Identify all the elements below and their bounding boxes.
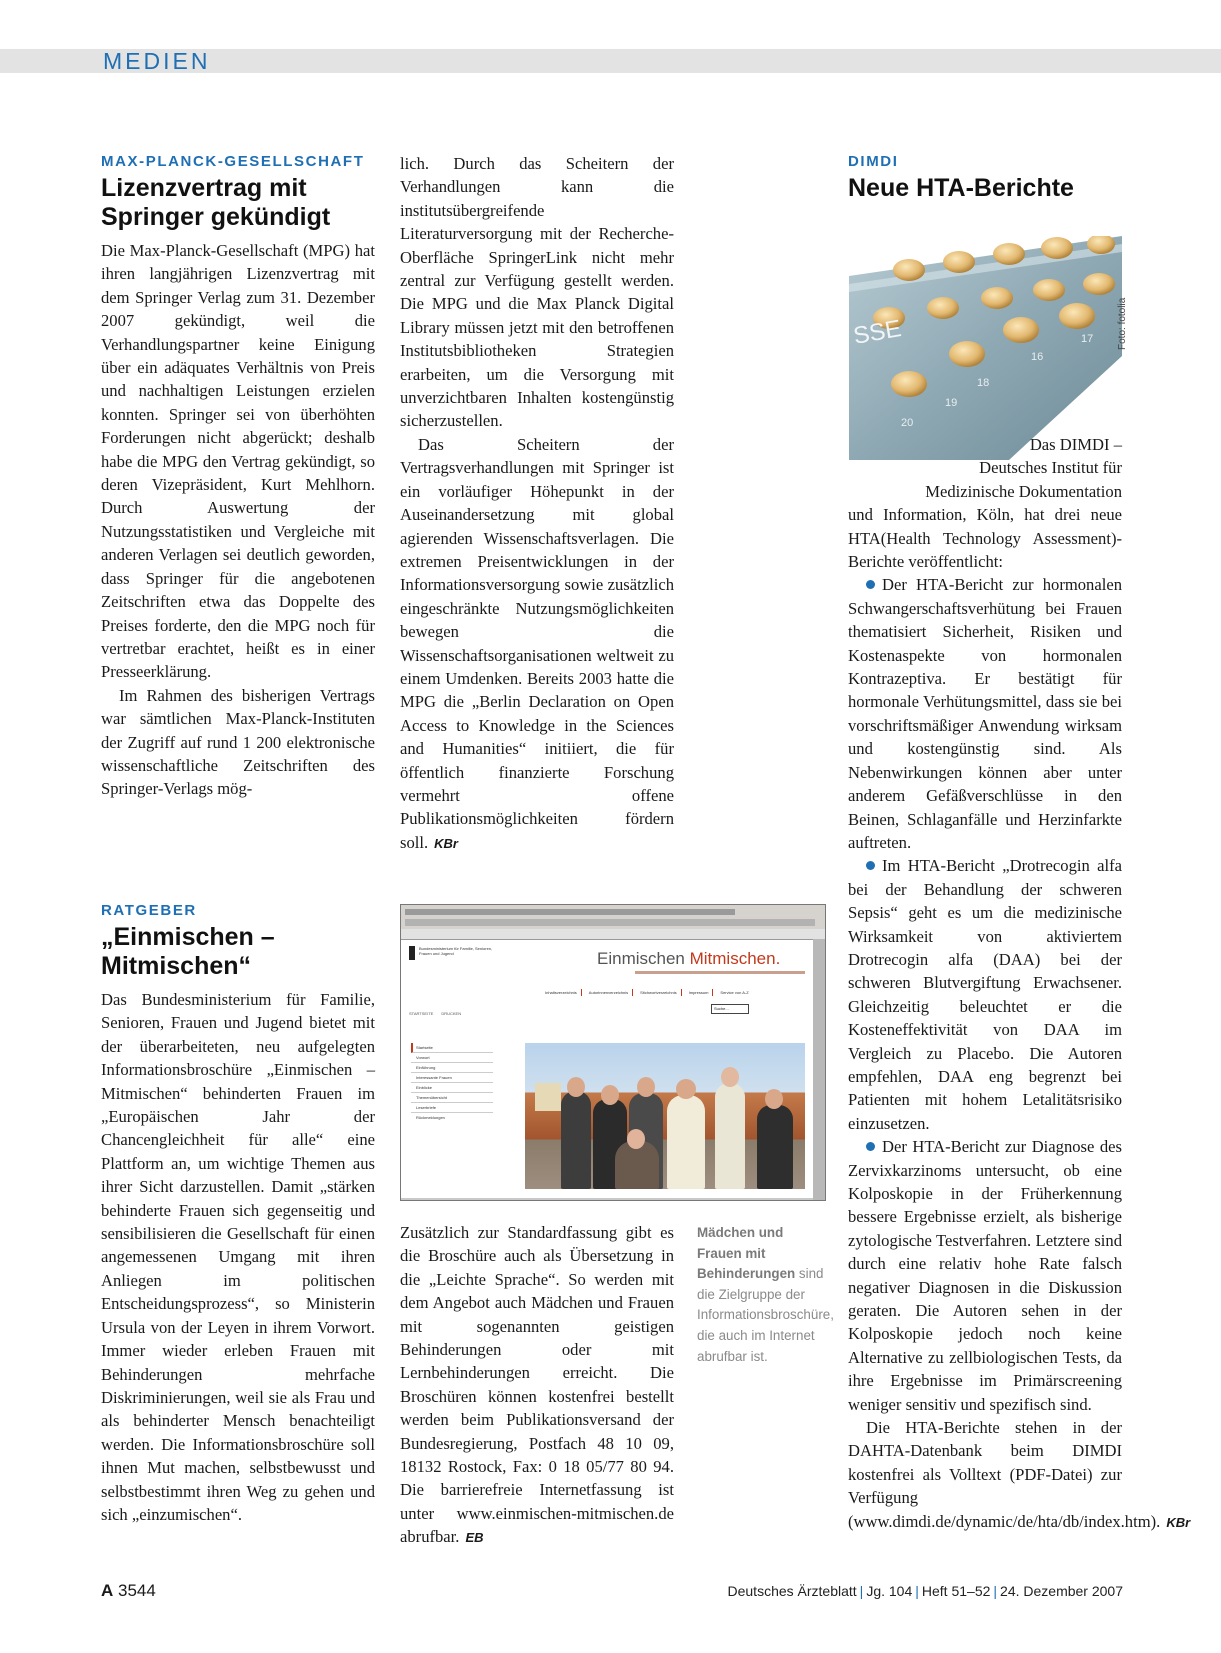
menu-item[interactable]: Themenübersicht [411, 1093, 493, 1103]
article-paragraph: Die Max-Planck-Gesellschaft (MPG) hat ihren langjährigen Lizenzvertrag mit dem Springer Verlag zum 31. Dezember 2007 gekündigt, weil die Verhandlungspartner keine Einigung über ein adäquates Verhältnis von Preis und nachhaltigen Leistungen erzielen konnten. Springer sei von überhöhten Forderungen nicht abgerückt; deshalb habe die MPG den Vertrag gekündigt, so deren Vizepräsident, Kurt Mehlhorn. Durch Auswertung der Nutzungsstatistiken und Vergleiche mit anderen Verlagen sei deutlich geworden, dass Springer für die angebotenen Zeitschriften etwa das Doppelte des Preises forderte, den die MPG noch für vertretbar erachtet, heißt es in einer Presseerklärung. [101, 241, 375, 682]
blister-number: 18 [977, 377, 990, 389]
nav-item[interactable]: Impressum [685, 989, 714, 996]
article-paragraph: und Information, Köln, hat drei neue HTA(Health Technology Assessment)-Berichte veröffentlicht: [848, 505, 1122, 572]
article-paragraph: Das Bundesministerium für Familie, Senioren, Frauen und Jugend bietet mit der überarbeiteten, neu aufgelegten Informationsbroschüre „Einmischen – Mitmischen“ behinderten Frauen im „Europäischen Jahr der Chancengleichheit für alle“ eine Plattform an, um wichtige Themen aus ihrer Sicht darzustellen. Damit „stärken behinderte Frauen sich gegenseitig und sensibilisieren die Gesellschaft für einen angemessenen Umgang mit ihren Anliegen im politischen Entscheidungsprozess“, so Ministerin Ursula von der Leyen in ihrem Vorwort. Immer wieder erleben Frauen mit Behinderungen mehrfache Diskriminierungen, weil sie als Frau und als behinderter Mensch benachteiligt werden. Die Informationsbroschüre soll ihnen Mut machen, selbstbewusst und selbstbestimmt ihren Weg zu gehen und sich „einzumischen“. [101, 990, 375, 1524]
journal-footer [728, 1583, 1124, 1599]
footer-separator: | [915, 1583, 919, 1599]
bullet-paragraph [848, 1135, 1122, 1416]
site-breadcrumb [409, 1011, 461, 1016]
nav-item[interactable]: Stichwortverzeichnis [636, 989, 681, 996]
menu-item[interactable]: Vorwort [411, 1053, 493, 1063]
article-dimdi-head [848, 153, 1122, 210]
article-mpg-col2 [400, 152, 674, 855]
paragraph-text: Zusätzlich zur Standardfassung gibt es die Broschüre auch als Übersetzung in die „Leichte Sprache“. So werden mit dem Angebot auch Mädchen und Frauen mit sogenannten geistigen Behinderungen oder mit Lernbehinderungen erreicht. Die Broschüren können kostenfrei bestellt werden beim Publikationsversand der Bundesregierung, Postfach 48 10 09, 18132 Rostock, Fax: 0 18 05/77 80 94. Die barrierefreie Internetfassung ist unter www.einmischen-mitmischen.de abrufbar. [400, 1223, 674, 1547]
website-screenshot [400, 904, 826, 1201]
menu-item[interactable]: Leserbriefe [411, 1103, 493, 1113]
breadcrumb-item[interactable]: STARTSEITE [409, 1011, 434, 1016]
article-dimdi-body [848, 433, 1191, 1534]
menu-item[interactable]: Interessante Frauen [411, 1073, 493, 1083]
blister-number: 17 [1081, 333, 1094, 345]
blister-print: SSE [851, 314, 904, 350]
footer-separator: | [993, 1583, 998, 1599]
ministry-logo [409, 946, 415, 960]
article-headline: Neue HTA-Berichte [848, 174, 1074, 202]
site-title-a: Einmischen [597, 949, 685, 968]
image-caption [697, 1223, 834, 1367]
site-title-b: Mitmischen. [689, 949, 781, 968]
article-paragraph: Im Rahmen des bisherigen Vertrags war sämtlichen Max-Planck-Instituten der Zugriff auf rund 1 200 elektronische wissenschaftliche Zeitschriften des Springer-Verlags mög- [101, 685, 375, 799]
menu-item[interactable]: Startseite [411, 1043, 493, 1053]
caption-text: sind die Zielgruppe der Informationsbroschüre, die auch im Internet abrufbar ist. [697, 1266, 834, 1364]
site-search-field[interactable]: Suche... [711, 1004, 749, 1014]
article-paragraph [848, 1416, 1191, 1534]
article-mpg-col1 [101, 153, 375, 801]
paragraph-text: Im HTA-Bericht „Drotrecogin alfa bei der Behandlung der schweren Sepsis“ geht es um die medizinische Wirksamkeit von aktiviertem Drotrecogin alfa (DAA) bei der schweren Blutvergiftung Erwachsener. Gleichzeitig beleuchtet er die Kosteneffektivität von DAA im Vergleich zu Placebo. Die Autoren empfehlen, DAA eng begrenzt bei Patienten mit hohem Letalitätsrisiko einzusetzen. [848, 856, 1122, 1133]
pill-blister-photo [849, 236, 1122, 460]
pill-blister-illustration [849, 236, 1122, 460]
journal-name: Deutsches Ärzteblatt [727, 1583, 857, 1599]
intro-line: Deutsches Institut für [979, 458, 1122, 478]
blister-number: 16 [1031, 351, 1044, 363]
article-kicker: MAX-PLANCK-GESELLSCHAFT [101, 153, 365, 170]
article-ratgeber-col1 [101, 902, 375, 1526]
bullet-dot-icon [866, 580, 875, 589]
author-tag: KBr [434, 835, 458, 851]
blister-number: 20 [901, 417, 914, 429]
article-paragraph [400, 433, 674, 855]
article-ratgeber-col2 [400, 1221, 674, 1550]
intro-line: Medizinische Dokumentation [925, 481, 1122, 501]
site-nav [541, 989, 753, 996]
menu-item[interactable]: Einführung [411, 1063, 493, 1073]
journal-date: 24. Dezember 2007 [1000, 1583, 1123, 1599]
bullet-paragraph [848, 854, 1122, 1135]
footer-separator: | [859, 1583, 864, 1599]
article-kicker: RATGEBER [101, 902, 197, 919]
bullet-paragraph [848, 573, 1122, 854]
author-tag: EB [465, 1530, 484, 1546]
blister-number: 19 [945, 397, 958, 409]
nav-item[interactable]: Autorinnenverzeichnis [585, 989, 633, 996]
breadcrumb-item[interactable]: DRUCKEN [441, 1011, 462, 1016]
bullet-dot-icon [866, 1142, 875, 1151]
article-headline: „Einmischen – Mitmischen“ [101, 923, 275, 980]
ministry-name: Bundesministerium für Familie, Senioren, Frauen und Jugend [419, 946, 493, 956]
page-number [101, 1581, 156, 1601]
section-title: MEDIEN [103, 48, 211, 74]
journal-issue: Heft 51–52 [921, 1583, 991, 1599]
site-menu [411, 1043, 493, 1122]
page-number-value: 3544 [118, 1581, 156, 1600]
paragraph-text: Das Scheitern der Vertragsverhandlungen mit Springer ist ein vorläufiger Höhepunkt in der Auseinandersetzung mit global agierenden Wissenschaftsverlagen. Die extremen Preisentwicklungen in der Informationsversorgung sowie zusätzlich eingeschränkte Nutzungsmöglichkeiten bewegen die Wissenschaftsorganisationen weltweit zu einem Umdenken. Bereits 2003 hatte die MPG die „Berlin Declaration on Open Access to Knowledge in the Sciences and Humanities“ initiiert, die für öffentlich finanzierte Forschung vermehrt offene Publikationsmöglichkeiten fördern soll. [400, 434, 674, 852]
nav-item[interactable]: Service von A-Z [720, 990, 749, 995]
paragraph-text: Die HTA-Berichte stehen in der DAHTA-Datenbank beim DIMDI kostenfrei als Volltext (PDF-Datei) zur Verfügung (www.dimdi.de/dynamic/de/hta/db/index.htm). [848, 1418, 1161, 1531]
article-paragraph: lich. Durch das Scheitern der Verhandlungen kann die institutsübergreifende Literaturversorgung mit der Recherche-Oberfläche SpringerLink nicht mehr zentral zur Verfügung gestellt werden. Die MPG und die Max Planck Digital Library müssen jetzt mit den betroffenen Institutsbibliotheken Strategien erarbeiten, um die Versorgung mit unverzichtbaren Inhalten kostengünstig sicherzustellen. [400, 154, 674, 431]
menu-item[interactable]: Einblicke [411, 1083, 493, 1093]
photo-credit: Foto: fotolia [1117, 297, 1128, 350]
intro-line: Das DIMDI – [1029, 435, 1122, 454]
author-tag: KBr [1166, 1514, 1191, 1530]
caption-bold: Mädchen und Frauen mit Behinderungen [697, 1225, 796, 1282]
nav-item[interactable]: Inhaltsverzeichnis [541, 989, 582, 996]
article-paragraph [400, 1221, 674, 1550]
group-photo [525, 1043, 805, 1189]
article-kicker: DIMDI [848, 153, 899, 170]
page-prefix: A [101, 1581, 114, 1600]
paragraph-text: Der HTA-Bericht zur hormonalen Schwangerschaftsverhütung bei Frauen thematisiert Sicherheit, Risiken und Kostenaspekte von hormonalen Kontrazeptiva. Er bestätigt für hormonale Verhütungsmittel, dass sie bei vorschriftsmäßiger Anwendung wirksam und kostengünstig sind. Als Nebenwirkungen können aber unter anderem Gefäßverschlüsse in den Beinen, Schlaganfälle und Herzinfarkte auftreten. [848, 575, 1122, 852]
article-headline: Lizenzvertrag mit Springer gekündigt [101, 174, 331, 231]
journal-volume: Jg. 104 [866, 1583, 913, 1599]
paragraph-text: Der HTA-Bericht zur Diagnose des Zervixkarzinoms untersucht, ob eine Kolposkopie in der Früherkennung bessere Ergebnisse erzielt, als bisherige zytologische Testverfahren. Letztere sind durch eine relativ hohe Rate falsch negativer Diagnosen in die Diskussion geraten. Die Autoren sehen in der Kolposkopie jedoch noch keine Alternative zu zellbiologischen Tests, da ihre Ergebnisse im Primärscreening weniger sensitiv und spezifisch sind. [848, 1137, 1122, 1414]
site-title [597, 949, 780, 969]
bullet-dot-icon [866, 861, 875, 870]
menu-item[interactable]: Rückmeldungen [416, 1115, 445, 1120]
